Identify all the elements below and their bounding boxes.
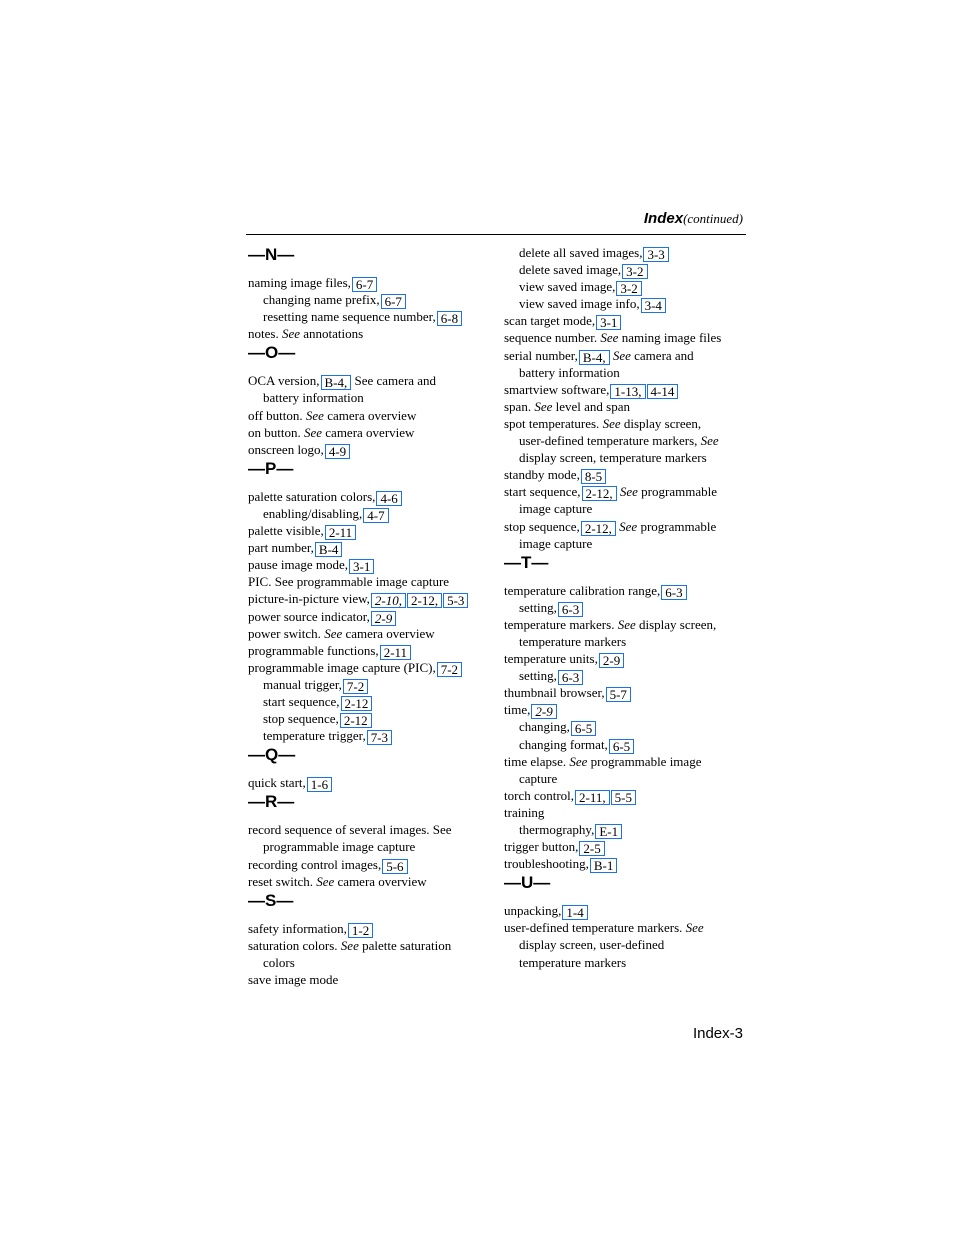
entry-text: user-defined temperature markers,	[519, 433, 701, 449]
entry-text: temperature markers.	[504, 616, 618, 632]
page-reference-link[interactable]: 5-5	[611, 790, 636, 805]
index-entry	[504, 312, 749, 329]
entry-text: off button.	[248, 407, 306, 423]
index-entry	[504, 701, 749, 718]
entry-text: temperature units,	[504, 651, 598, 667]
see-reference: See	[305, 407, 324, 423]
section-heading: —T—	[504, 552, 549, 572]
index-subentry	[504, 295, 749, 312]
index-entry	[504, 483, 749, 500]
page-reference-link[interactable]: 7-2	[437, 662, 462, 677]
entry-text-continued: camera overview	[342, 625, 435, 641]
page-reference-link[interactable]: 2-10,	[371, 593, 406, 608]
index-entry	[504, 838, 749, 855]
page-reference-link[interactable]: 6-8	[437, 311, 462, 326]
index-subentry	[248, 676, 498, 693]
index-subentry	[504, 278, 749, 295]
page-reference-link[interactable]: E-1	[595, 824, 622, 839]
entry-text-continued: programmable image	[587, 753, 702, 769]
index-subentry	[504, 244, 749, 261]
page-reference-link[interactable]: 5-3	[443, 593, 468, 608]
index-entry	[248, 590, 498, 607]
page-reference-link[interactable]: 1-2	[348, 923, 373, 938]
index-subentry	[504, 449, 749, 466]
entry-text: standby mode,	[504, 467, 580, 483]
page-reference-link[interactable]: 2-12,	[407, 593, 442, 608]
entry-text: onscreen logo,	[248, 441, 324, 457]
entry-text: view saved image info,	[519, 296, 640, 312]
entry-text: notes.	[248, 326, 282, 342]
index-subentry	[248, 727, 498, 744]
entry-text-continued: camera overview	[334, 873, 427, 889]
index-entry	[504, 466, 749, 483]
entry-text: record sequence of several images. See	[248, 822, 452, 838]
page-reference-link[interactable]: 5-7	[606, 687, 631, 702]
index-entry	[248, 274, 498, 291]
entry-text: thumbnail browser,	[504, 685, 605, 701]
entry-text: span.	[504, 398, 535, 414]
entry-text: save image mode	[248, 972, 339, 987]
entry-text-continued: camera overview	[322, 424, 415, 440]
entry-text-continued: camera overview	[323, 407, 417, 423]
entry-text: troubleshooting,	[504, 856, 589, 872]
entry-text: spot temperatures.	[504, 415, 603, 431]
entry-text: changing format,	[519, 736, 608, 752]
index-entry	[504, 398, 749, 415]
index-entry	[248, 920, 498, 937]
see-reference: See	[609, 347, 631, 363]
index-subentry	[248, 710, 498, 727]
entry-text: quick start,	[248, 775, 306, 791]
section-heading: —U—	[504, 873, 551, 893]
index-subentry	[504, 261, 749, 278]
index-entry	[504, 347, 749, 364]
index-entry	[248, 372, 498, 389]
see-reference: See	[616, 484, 638, 500]
page-reference-link[interactable]: 2-12,	[581, 521, 616, 536]
entry-text: temperature calibration range,	[504, 582, 661, 598]
index-subentry	[504, 954, 749, 971]
index-subentry	[504, 718, 749, 735]
index-entry	[248, 539, 498, 556]
entry-text: programmable image capture (PIC),	[248, 659, 436, 675]
page-reference-link[interactable]: 3-2	[622, 264, 647, 279]
entry-text: programmable image capture	[263, 839, 416, 855]
see-reference: See	[281, 326, 300, 342]
index-subentry	[504, 599, 749, 616]
section-heading: —N—	[248, 245, 295, 264]
entry-text: naming image files,	[248, 275, 351, 290]
entry-text: on button.	[248, 424, 304, 440]
see-reference: See	[600, 330, 619, 346]
index-entry	[504, 753, 749, 770]
entry-text: thermography,	[519, 822, 595, 837]
page-reference-link[interactable]: B-4,	[321, 375, 352, 390]
index-entry	[504, 616, 749, 633]
index-subentry	[504, 667, 749, 684]
entry-text-continued: camera and	[630, 347, 694, 363]
index-subentry	[248, 308, 498, 325]
index-entry	[248, 659, 498, 676]
entry-text: start sequence,	[504, 484, 581, 500]
index-subentry	[504, 535, 749, 552]
index-subentry	[504, 500, 749, 517]
page-reference-link[interactable]: 2-9	[599, 653, 624, 668]
header-title: Index	[643, 210, 684, 227]
section-heading: —Q—	[248, 745, 296, 765]
index-entry	[504, 381, 749, 398]
entry-text: user-defined temperature markers.	[504, 920, 686, 936]
index-entry	[248, 325, 498, 342]
index-entry	[248, 873, 498, 890]
index-entry	[248, 573, 498, 590]
index-entry	[504, 919, 749, 936]
see-reference: See	[602, 415, 621, 431]
index-entry	[248, 488, 498, 505]
entry-text: image capture	[519, 501, 593, 517]
entry-text-continued: palette saturation	[358, 937, 452, 953]
index-entry	[504, 582, 749, 599]
see-reference: See	[615, 518, 638, 534]
page-reference-link[interactable]: 3-1	[349, 559, 374, 574]
page-reference-link[interactable]: 2-11	[380, 645, 411, 660]
index-entry	[504, 684, 749, 701]
page-reference-link[interactable]: 6-5	[571, 721, 596, 736]
entry-text-continued: naming image files	[618, 330, 722, 346]
page-reference-link[interactable]: 2-9	[371, 611, 396, 626]
page-reference-link[interactable]: 1-13,	[610, 384, 645, 399]
entry-text: battery information	[519, 364, 620, 380]
entry-text: OCA version,	[248, 373, 320, 389]
entry-text: power switch.	[248, 625, 325, 641]
entry-text: colors	[263, 954, 295, 970]
entry-text: time elapse.	[504, 753, 570, 769]
index-entry	[504, 902, 749, 919]
index-entry	[504, 787, 749, 804]
page-reference-link[interactable]: 3-1	[596, 315, 621, 330]
page-reference-link[interactable]: 4-9	[325, 444, 350, 459]
page-reference-link[interactable]: 2-11,	[575, 790, 610, 805]
section-heading: —O—	[248, 343, 296, 363]
entry-text: torch control,	[504, 787, 575, 803]
page-reference-link[interactable]: 4-7	[363, 508, 388, 523]
index-entry	[248, 774, 498, 791]
index-subentry	[248, 954, 498, 971]
entry-text: delete all saved images,	[519, 245, 643, 260]
page-reference-link[interactable]: 2-12,	[582, 486, 617, 501]
index-subentry	[248, 693, 498, 710]
header-rule	[246, 234, 746, 235]
see-reference: See	[534, 398, 553, 414]
entry-text: temperature trigger,	[263, 728, 366, 744]
entry-text: saturation colors.	[248, 937, 341, 953]
index-subentry	[504, 770, 749, 787]
entry-text: training	[504, 804, 545, 820]
index-subentry	[248, 838, 498, 855]
entry-text: pause image mode,	[248, 557, 348, 573]
entry-text: battery information	[263, 390, 364, 406]
entry-text: resetting name sequence number,	[263, 309, 436, 325]
index-entry	[248, 407, 498, 424]
page-reference-link[interactable]: B-4,	[579, 350, 610, 365]
page-reference-link[interactable]: 6-3	[558, 670, 583, 685]
section-heading: —S—	[248, 890, 294, 910]
index-entry	[504, 329, 749, 346]
index-column-left	[248, 244, 498, 988]
index-subentry	[504, 821, 749, 838]
page-reference-link[interactable]: 4-14	[647, 384, 679, 399]
entry-text-continued: display screen,	[635, 616, 717, 632]
page-reference-link[interactable]: 2-12	[341, 696, 373, 711]
page-reference-link[interactable]: 1-4	[562, 905, 587, 920]
entry-text: serial number,	[504, 347, 578, 363]
index-entry	[504, 804, 749, 821]
entry-text: changing,	[519, 719, 570, 735]
index-entry	[248, 971, 498, 988]
page-reference-link[interactable]: 2-12	[340, 713, 372, 728]
page-reference-link[interactable]: 3-4	[641, 298, 666, 313]
entry-text-continued: See camera and	[351, 373, 437, 389]
index-subentry	[248, 389, 498, 406]
entry-text: changing name prefix,	[263, 292, 380, 308]
entry-text: scan target mode,	[504, 313, 596, 329]
page-reference-link[interactable]: 3-2	[616, 281, 641, 296]
page-reference-link[interactable]: 2-5	[579, 841, 604, 856]
index-subentry	[504, 936, 749, 953]
index-entry	[504, 855, 749, 872]
page-reference-link[interactable]: 3-3	[643, 247, 668, 262]
page-reference-link[interactable]: B-4	[315, 542, 343, 557]
entry-text: temperature markers	[519, 954, 627, 970]
entry-text: power source indicator,	[248, 608, 370, 624]
index-entry	[504, 650, 749, 667]
entry-text-continued: programmable	[637, 484, 717, 500]
entry-text: unpacking,	[504, 903, 562, 919]
page-reference-link[interactable]: 1-6	[307, 777, 332, 792]
see-reference: See	[617, 616, 636, 632]
entry-text: capture	[519, 770, 558, 786]
entry-text: programmable functions,	[248, 642, 379, 658]
page-reference-link[interactable]: 6-3	[661, 585, 686, 600]
entry-text: recording control images,	[248, 856, 382, 872]
page-reference-link[interactable]: 7-2	[343, 679, 368, 694]
page-reference-link[interactable]: 5-6	[382, 859, 407, 874]
entry-text-continued: level and span	[552, 398, 631, 414]
see-reference: See	[303, 424, 323, 440]
page-number: Index-3	[692, 1025, 743, 1042]
index-subentry	[248, 291, 498, 308]
index-entry	[248, 821, 498, 838]
see-reference: See	[569, 753, 588, 769]
entry-text: manual trigger,	[263, 676, 342, 692]
entry-text-continued: programmable	[637, 518, 717, 534]
see-reference: See	[685, 920, 704, 936]
entry-text: stop sequence,	[263, 711, 339, 727]
entry-text: start sequence,	[263, 693, 340, 709]
entry-text: trigger button,	[504, 839, 579, 855]
index-subentry	[504, 736, 749, 753]
index-entry	[248, 522, 498, 539]
entry-text: stop sequence,	[504, 518, 580, 534]
index-subentry	[504, 432, 749, 449]
page-reference-link[interactable]: 7-3	[367, 730, 392, 745]
index-subentry	[504, 364, 749, 381]
page-reference-link[interactable]: B-1	[590, 858, 618, 873]
index-entry	[248, 642, 498, 659]
see-reference: See	[700, 433, 719, 449]
entry-text: setting,	[519, 668, 557, 684]
index-entry	[504, 518, 749, 535]
entry-text-continued: annotations	[300, 326, 364, 342]
section-heading: —P—	[248, 458, 294, 478]
index-entry	[504, 415, 749, 432]
index-subentry	[248, 505, 498, 522]
entry-text: palette visible,	[248, 523, 324, 539]
entry-text: delete saved image,	[519, 262, 622, 278]
entry-text: sequence number.	[504, 330, 601, 346]
page-reference-link[interactable]: 8-5	[581, 469, 606, 484]
page-reference-link[interactable]: 4-6	[376, 491, 401, 506]
entry-text: part number,	[248, 540, 314, 556]
section-heading: —R—	[248, 792, 295, 812]
entry-text: setting,	[519, 599, 557, 615]
page-reference-link[interactable]: 6-7	[352, 277, 377, 292]
index-entry	[248, 625, 498, 642]
index-entry	[248, 556, 498, 573]
header-continued: (continued)	[683, 211, 743, 226]
running-header	[246, 210, 743, 232]
page-reference-link[interactable]: 6-5	[609, 739, 634, 754]
page-reference-link[interactable]: 6-7	[381, 294, 406, 309]
see-reference: See	[340, 937, 359, 953]
entry-text: image capture	[519, 535, 593, 551]
entry-text: enabling/disabling,	[263, 505, 363, 521]
index-entry	[248, 937, 498, 954]
entry-text: display screen, user-defined	[519, 937, 665, 953]
entry-text: palette saturation colors,	[248, 488, 376, 504]
entry-text: reset switch.	[248, 873, 317, 889]
page-reference-link[interactable]: 6-3	[558, 602, 583, 617]
entry-text: smartview software,	[504, 381, 610, 397]
entry-text: time,	[504, 702, 531, 718]
entry-text-continued: display screen,	[620, 415, 702, 431]
see-reference: See	[324, 625, 343, 641]
entry-text: display screen, temperature markers	[519, 450, 707, 466]
entry-text: temperature markers	[519, 633, 627, 649]
see-reference: See	[316, 873, 335, 889]
entry-text: PIC. See programmable image capture	[248, 574, 450, 590]
index-subentry	[504, 633, 749, 650]
index-entry	[248, 608, 498, 625]
entry-text: picture-in-picture view,	[248, 591, 370, 607]
page-reference-link[interactable]: 2-11	[325, 525, 356, 540]
index-entry	[248, 856, 498, 873]
index-entry	[248, 424, 498, 441]
entry-text: safety information,	[248, 920, 347, 936]
page-reference-link[interactable]: 2-9	[531, 704, 556, 719]
index-column-right	[504, 244, 749, 971]
index-entry	[248, 441, 498, 458]
entry-text: view saved image,	[519, 279, 616, 295]
